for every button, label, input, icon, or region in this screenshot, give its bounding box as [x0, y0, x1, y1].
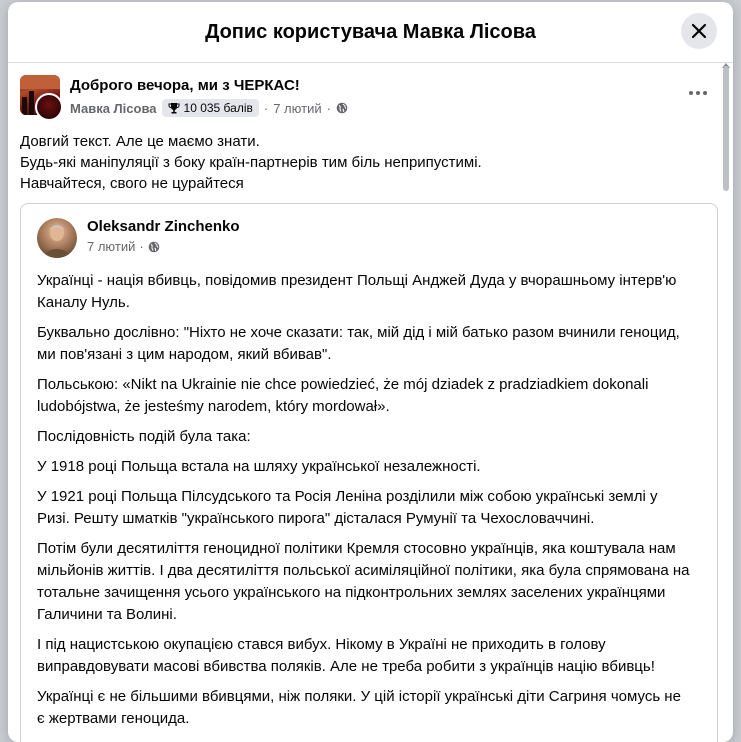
post-text-line: Навчайтеся, свого не цурайтеся	[20, 175, 244, 192]
post-text	[20, 131, 482, 194]
close-icon	[691, 23, 707, 39]
shared-post-paragraph	[37, 374, 707, 418]
close-button[interactable]	[681, 13, 717, 49]
shared-post-paragraph	[37, 686, 707, 730]
shared-post-line: Каналу Нуль.	[37, 294, 130, 311]
shared-post-line: ми пов'язані з цим народом, який вбивав".	[37, 346, 332, 363]
meta-separator: ·	[326, 100, 331, 116]
post-header	[8, 63, 720, 123]
post-meta	[70, 99, 348, 117]
trophy-icon	[168, 102, 180, 114]
shared-post-paragraph	[37, 486, 707, 530]
shared-post-line: У 1921 році Польща Пілсудського та Росія Леніна розділили між собою українські землі у	[37, 488, 658, 505]
dialog-header	[8, 2, 733, 63]
shared-post-line: Потім були десятиліття геноцидної політики Кремля стосовно українців, яка коштувала нам	[37, 540, 676, 557]
shared-post-line: Послідовність подій була така:	[37, 428, 251, 445]
shared-post-line: Буквально дослівно: "Ніхто не хоче сказати: так, мій дід і мій батько разом вчинили геноцид,	[37, 324, 680, 341]
author-avatar[interactable]	[35, 93, 63, 121]
shared-author-avatar[interactable]	[37, 218, 77, 258]
more-options-button[interactable]	[684, 79, 712, 107]
shared-post-line: мільйонів життів. І два десятиліття польської асиміляційної політики, яка була спрямована на	[37, 562, 690, 579]
shared-post-paragraph	[37, 270, 707, 314]
points-badge-label: 10 035 балів	[183, 101, 253, 115]
shared-post-line: І під нацистською окупацією стався вибух. Нікому в Україні не приходить в голову	[37, 636, 606, 653]
post-text-line: Будь-які маніпуляції з боку країн-партнерів тим біль неприпустимі.	[20, 154, 482, 171]
dialog-title: Допис користувача Мавка Лісова	[205, 20, 536, 43]
shared-post-paragraph	[37, 456, 707, 478]
shared-post-line: У 1918 році Польща встала на шляху української незалежності.	[37, 458, 481, 475]
shared-post-line: Ризі. Решту шматків "українського пирога" дісталася Румунії та Чехословаччині.	[37, 510, 595, 527]
shared-post-paragraph	[37, 634, 707, 678]
post-text-line: Довгий текст. Але це маємо знати.	[20, 133, 260, 150]
shared-post[interactable]	[20, 203, 718, 742]
shared-post-line: Українці є не більшими вбивцями, ніж поляки. У цій історії українські діти Сагриня чомусь не	[37, 688, 681, 705]
post-date-link[interactable]: 7 лютий	[273, 100, 322, 116]
shared-post-paragraph	[37, 426, 707, 448]
shared-post-line: тотальне зачищення усього українського на підконтрольних землях заселених українцями	[37, 584, 666, 601]
points-badge[interactable]	[162, 99, 259, 117]
shared-post-line: ludobójstwa, że jesteśmy narodem, który mordował».	[37, 398, 390, 415]
shared-post-date-link[interactable]: 7 лютий	[87, 239, 136, 254]
shared-post-line: Галичини та Волині.	[37, 606, 177, 623]
meta-separator: ·	[263, 100, 269, 116]
more-options-icon	[688, 90, 708, 96]
meta-separator: ·	[139, 239, 144, 254]
post-dialog	[8, 2, 733, 742]
scrollbar-thumb[interactable]	[723, 66, 729, 191]
globe-icon[interactable]	[148, 241, 160, 253]
shared-author-name-link[interactable]: Oleksandr Zinchenko	[87, 218, 240, 235]
shared-post-body	[37, 270, 707, 738]
post	[8, 63, 720, 727]
globe-icon[interactable]	[336, 102, 348, 114]
shared-post-line: Польською: «Nikt na Ukrainie nie chce powiedzieć, że mój dziadek z pradziadkiem dokonali	[37, 376, 649, 393]
group-name-link[interactable]: Доброго вечора, ми з ЧЕРКАС!	[70, 77, 300, 94]
shared-post-meta	[87, 239, 160, 254]
shared-post-line: виправдовувати масові вбивства поляків. Але не треба робити з українців націю вбивць!	[37, 658, 655, 675]
author-name-link[interactable]: Мавка Лісова	[70, 100, 157, 116]
shared-post-line: Українці - нація вбивць, повідомив президент Польщі Анджей Дуда у вчорашньому інтерв'ю	[37, 272, 677, 289]
shared-post-line: є жертвами геноцида.	[37, 710, 190, 727]
shared-post-paragraph	[37, 538, 707, 626]
shared-post-paragraph	[37, 322, 707, 366]
